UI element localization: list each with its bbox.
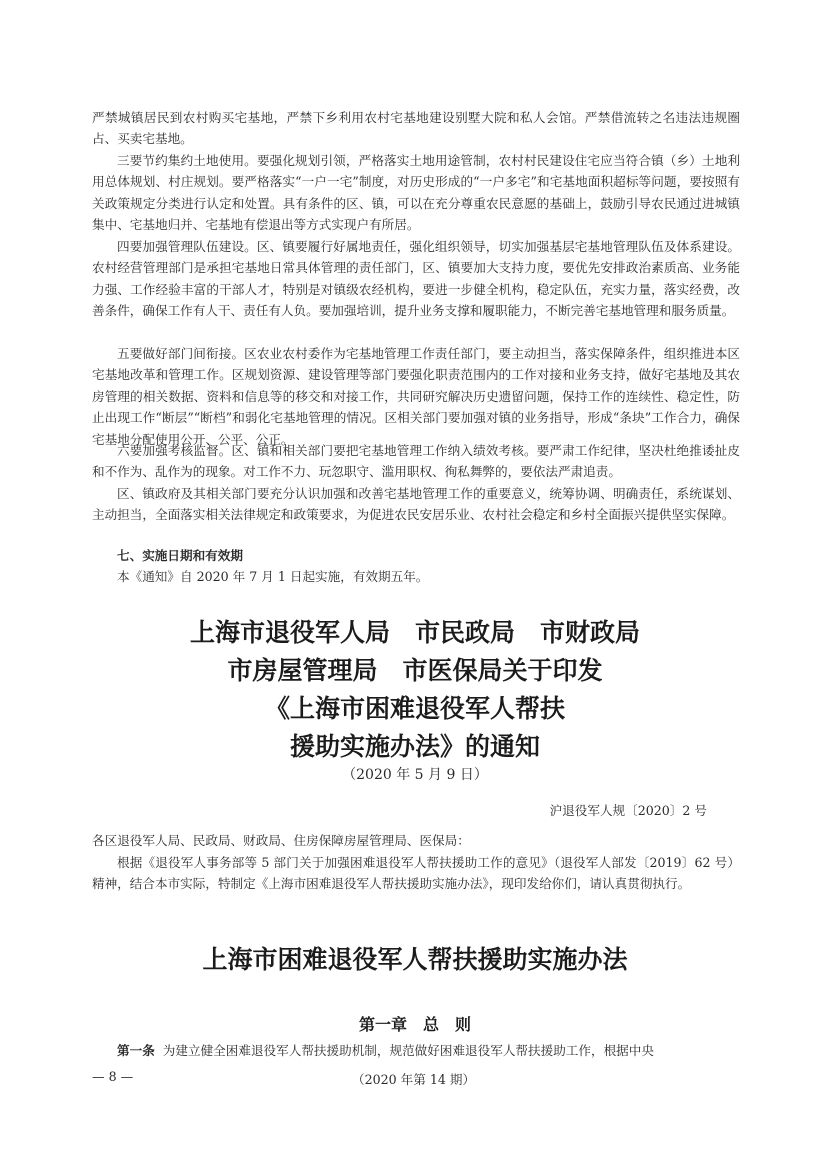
section7-text: 本《通知》自 2020 年 7 月 1 日起实施，有效期五年。 bbox=[117, 569, 429, 584]
article-1-text: 为建立健全困难退役军人帮扶援助机制，规范做好困难退役军人帮扶援助工作，根据中央 bbox=[162, 1043, 654, 1058]
paragraph-assessment-supervision: 六要加强考核监督。区、镇和相关部门要把宅基地管理工作纳入绩效考核。要严肃工作纪律，坚决杜绝推诿扯皮和不作为、乱作为的现象。对工作不力、玩忽职守、滥用职权、徇私舞弊的，要依法严肃追责。 bbox=[92, 443, 740, 480]
article-1-label: 第一条 bbox=[117, 1043, 155, 1058]
article-1 bbox=[92, 1040, 740, 1061]
notice-date: （2020 年 5 月 9 日） bbox=[342, 767, 488, 783]
document-number: 沪退役军人规〔2020〕2 号 bbox=[549, 803, 707, 818]
regulation-title: 上海市困难退役军人帮扶援助实施办法 bbox=[202, 945, 628, 974]
notice-title-line-4: 援助实施办法》的通知 bbox=[289, 732, 540, 761]
addressee-line: 各区退役军人局、民政局、财政局、住房保障房屋管理局、医保局： bbox=[92, 833, 470, 848]
paragraph-land-saving: 三要节约集约土地使用。要强化规划引领，严格落实土地用途管制，农村村民建设住宅应当符合镇（乡）土地利用总体规划、村庄规划。要严格落实“一户一宅”制度，对历史形成的“一户多宅”和宅基地面积超标等问题，要按照有关政策规定分类进行认定和处置。具有条件的区、镇，可以在充分尊重农民意愿的基础上，鼓励引导农民通过进城镇集中、宅基地归并、宅基地有偿退出等方式实现户有所居。 bbox=[92, 153, 740, 233]
paragraph-team-building: 四要加强管理队伍建设。区、镇要履行好属地责任，强化组织领导，切实加强基层宅基地管理队伍及体系建设。农村经营管理部门是承担宅基地日常具体管理的责任部门，区、镇要加大支持力度，要优先安排政治素质高、业务能力强、工作经验丰富的干部人才，特别是对镇级农经机构，要进一步健全机构，稳定队伍，充实力量，落实经费，改善条件，确保工作有人干、责任有人负。要加强培训，提升业务支撑和履职能力，不断完善宅基地管理和服务质量。 bbox=[92, 239, 740, 319]
chapter-heading: 第一章 总 则 bbox=[358, 1015, 471, 1034]
section7-heading: 七、实施日期和有效期 bbox=[117, 548, 243, 563]
notice-title-line-2: 市房屋管理局 市医保局关于印发 bbox=[227, 656, 603, 685]
notice-title-line-1: 上海市退役军人局 市民政局 市财政局 bbox=[189, 618, 640, 647]
paragraph-homestead-ban: 严禁城镇居民到农村购买宅基地，严禁下乡利用农村宅基地建设别墅大院和私人会馆。严禁借流转之名违法违规圈占、买卖宅基地。 bbox=[92, 110, 740, 147]
issue-number: （2020 年第 14 期） bbox=[352, 1072, 476, 1087]
paragraph-department-coordination: 五要做好部门间衔接。区农业农村委作为宅基地管理工作责任部门，要主动担当，落实保障条件，组织推进本区宅基地改革和管理工作。区规划资源、建设管理等部门要强化职责范围内的工作对接和业务支持，做好宅基地及其农房管理的相关数据、资料和信息等的移交和对接工作，共同研究解决历史遗留问题，保持工作的连续性、稳定性，防止出现工作“断层”“断档”和弱化宅基地管理的情况。区相关部门要加强对镇的业务指导，形成“条块”工作合力，确保宅基地分配使用公开、公平、公正。 bbox=[92, 346, 740, 447]
notice-title-line-3: 《上海市困难退役军人帮扶 bbox=[264, 694, 565, 723]
page-number: — 8 — bbox=[92, 1069, 134, 1084]
paragraph-overall-requirement: 区、镇政府及其相关部门要充分认识加强和改善宅基地管理工作的重要意义，统筹协调、明确责任，系统谋划、主动担当，全面落实相关法律规定和政策要求，为促进农民安居乐业、农村社会稳定和乡村全面振兴提供坚实保障。 bbox=[92, 486, 740, 523]
notice-body: 根据《退役军人事务部等 5 部门关于加强困难退役军人帮扶援助工作的意见》（退役军人部发〔2019〕62 号）精神，结合本市实际，特制定《上海市困难退役军人帮扶援助实施办法》，现印发给你们，请认真贯彻执行。 bbox=[92, 855, 740, 892]
